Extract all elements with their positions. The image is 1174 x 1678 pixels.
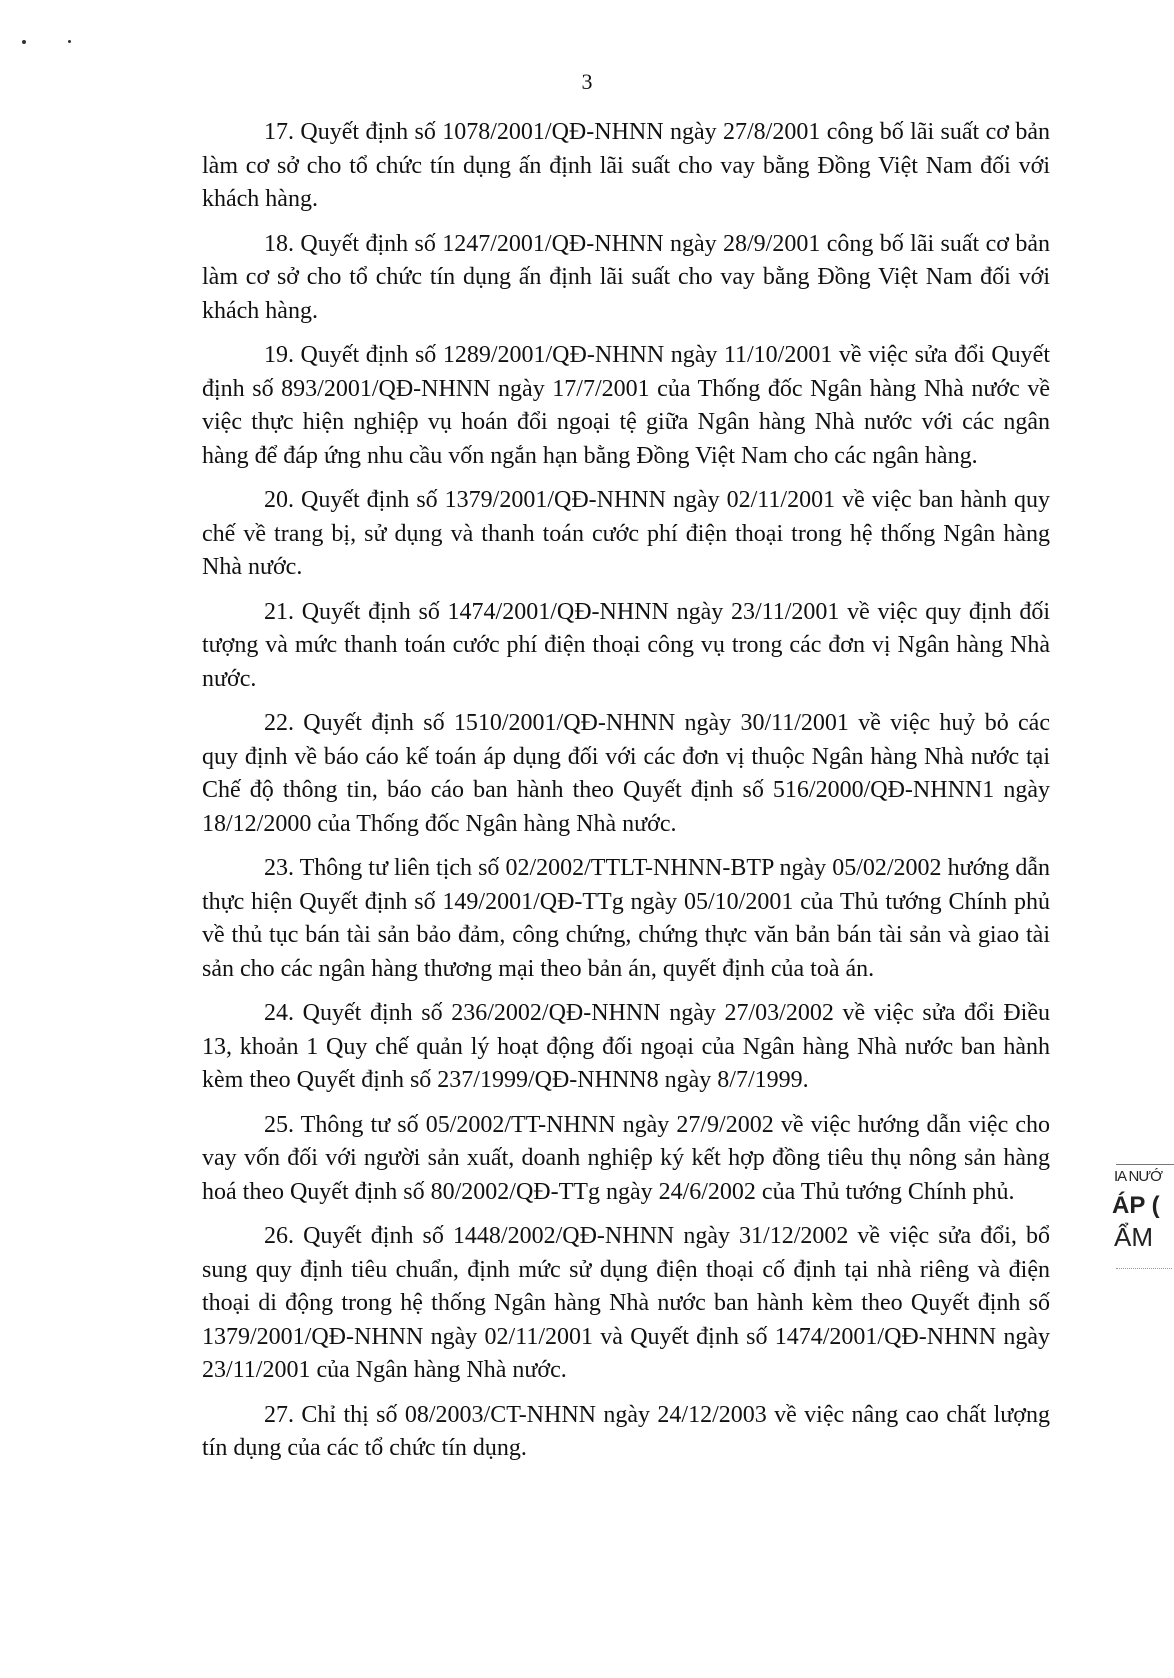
scan-speck bbox=[22, 40, 26, 44]
stamp-line: ẨM bbox=[1114, 1222, 1153, 1252]
list-item: 27. Chỉ thị số 08/2003/CT-NHNN ngày 24/12/2003 về việc nâng cao chất lượng tín dụng của các tổ chức tín dụng. bbox=[202, 1401, 1050, 1461]
list-item: 22. Quyết định số 1510/2001/QĐ-NHNN ngày 30/11/2001 về việc huỷ bỏ các quy định về báo cáo kế toán áp dụng đối với các đơn vị thuộc Ngân hàng Nhà nước tại Chế độ thông tin, báo cáo ban hành theo Quyết định số 516/2000/QĐ-NHNN1 ngày 18/12/2000 của Thống đốc Ngân hàng Nhà nước. bbox=[202, 710, 1050, 837]
scan-speck bbox=[68, 40, 71, 43]
list-item: 18. Quyết định số 1247/2001/QĐ-NHNN ngày 28/9/2001 công bố lãi suất cơ bản làm cơ sở cho tổ chức tín dụng ấn định lãi suất cho vay bằng Đồng Việt Nam đối với khách hàng. bbox=[202, 230, 1050, 324]
list-item: 17. Quyết định số 1078/2001/QĐ-NHNN ngày 27/8/2001 công bố lãi suất cơ bản làm cơ sở cho tổ chức tín dụng ấn định lãi suất cho vay bằng Đồng Việt Nam đối với khách hàng. bbox=[202, 119, 1050, 212]
list-item: 23. Thông tư liên tịch số 02/2002/TTLT-NHNN-BTP ngày 05/02/2002 hướng dẫn thực hiện Quyết định số 149/2001/QĐ-TTg ngày 05/10/2001 của Thủ tướng Chính phủ về thủ tục bán tài sản bảo đảm, công chứng, chứng thực văn bản bán tài sản và giao tài sản cho các ngân hàng thương mại theo bản án, quyết định của toà án. bbox=[202, 855, 1050, 982]
stamp-line: IA NƯỚ bbox=[1114, 1168, 1163, 1185]
stamp-rule bbox=[1116, 1164, 1174, 1165]
document-body bbox=[202, 116, 1050, 1477]
stamp-line: ÁP ( bbox=[1112, 1192, 1160, 1219]
list-item: 24. Quyết định số 236/2002/QĐ-NHNN ngày 27/03/2002 về việc sửa đổi Điều 13, khoản 1 Quy chế quản lý hoạt động đối ngoại của Ngân hàng Nhà nước ban hành kèm theo Quyết định số 237/1999/QĐ-NHNN8 ngày 8/7/1999. bbox=[202, 1000, 1050, 1093]
list-item: 25. Thông tư số 05/2002/TT-NHNN ngày 27/9/2002 về việc hướng dẫn việc cho vay vốn đối với người sản xuất, doanh nghiệp ký kết hợp đồng tiêu thụ nông sản hàng hoá theo Quyết định số 80/2002/QĐ-TTg ngày 24/6/2002 của Thủ tướng Chính phủ. bbox=[202, 1111, 1050, 1205]
page-number: 3 bbox=[581, 69, 593, 94]
partial-stamp bbox=[1112, 1160, 1174, 1320]
list-item: 19. Quyết định số 1289/2001/QĐ-NHNN ngày 11/10/2001 về việc sửa đổi Quyết định số 893/2001/QĐ-NHNN ngày 17/7/2001 của Thống đốc Ngân hàng Nhà nước về việc thực hiện nghiệp vụ hoán đổi ngoại tệ giữa Ngân hàng Nhà nước với các ngân hàng để đáp ứng nhu cầu vốn ngắn hạn bằng Đồng Việt Nam cho các ngân hàng. bbox=[202, 342, 1050, 469]
list-item: 20. Quyết định số 1379/2001/QĐ-NHNN ngày 02/11/2001 về việc ban hành quy chế về trang bị, sử dụng và thanh toán cước phí điện thoại trong hệ thống Ngân hàng Nhà nước. bbox=[202, 487, 1050, 580]
stamp-dots bbox=[1116, 1268, 1172, 1269]
list-item: 26. Quyết định số 1448/2002/QĐ-NHNN ngày 31/12/2002 về việc sửa đổi, bổ sung quy định tiêu chuẩn, định mức sử dụng điện thoại cố định tại nhà riêng và điện thoại di động trong hệ thống Ngân hàng Nhà nước ban hành kèm theo Quyết định số 1379/2001/QĐ-NHNN ngày 02/11/2001 và Quyết định số 1474/2001/QĐ-NHNN ngày 23/11/2001 của Ngân hàng Nhà nước. bbox=[202, 1223, 1050, 1383]
list-item: 21. Quyết định số 1474/2001/QĐ-NHNN ngày 23/11/2001 về việc quy định đối tượng và mức thanh toán cước phí điện thoại công vụ trong các đơn vị Ngân hàng Nhà nước. bbox=[202, 598, 1050, 692]
